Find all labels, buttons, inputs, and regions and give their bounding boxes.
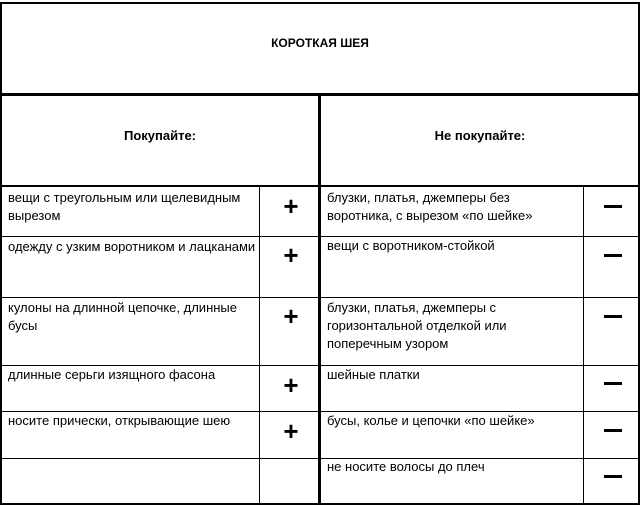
dont-buy-item: вещи с воротником-стойкой [327,238,495,253]
buy-item: вещи с треугольным или щелевидным вырезом [8,190,241,223]
dont-buy-item: шейные платки [327,367,420,382]
dont-buy-item: блузки, платья, джемперы с горизонтальной отделкой или поперечным узором [327,300,507,351]
plus-icon: + [283,416,299,446]
table-border-left [0,2,2,505]
dont-buy-column-header: Не покупайте: [434,128,526,143]
minus-icon [604,475,622,478]
dont-buy-item: не носите волосы до плеч [327,459,485,474]
column-divider-dont-sign [583,186,584,505]
buy-column-header: Покупайте: [123,128,197,143]
minus-icon [604,382,622,385]
minus-icon [604,315,622,318]
plus-icon: + [283,191,299,221]
plus-icon: + [283,240,299,270]
plus-icon: + [283,301,299,331]
table-title: КОРОТКАЯ ШЕЯ [271,36,369,50]
dont-buy-item: бусы, колье и цепочки «по шейке» [327,413,535,428]
column-divider-buy-sign [259,186,260,505]
buy-item: носите прически, открывающие шею [8,413,231,428]
table-border-top [0,2,640,4]
dont-buy-item: блузки, платья, джемперы без воротника, с вырезом «по шейке» [327,190,533,223]
minus-icon [604,429,622,432]
buy-item: одежду с узким воротником и лацканами [8,239,256,254]
buy-item: длинные серьги изящного фасона [8,367,216,382]
minus-icon [604,205,622,208]
buy-item: кулоны на длинной цепочке, длинные бусы [8,300,237,333]
minus-icon [604,254,622,257]
column-divider-center [318,94,321,505]
plus-icon: + [283,370,299,400]
